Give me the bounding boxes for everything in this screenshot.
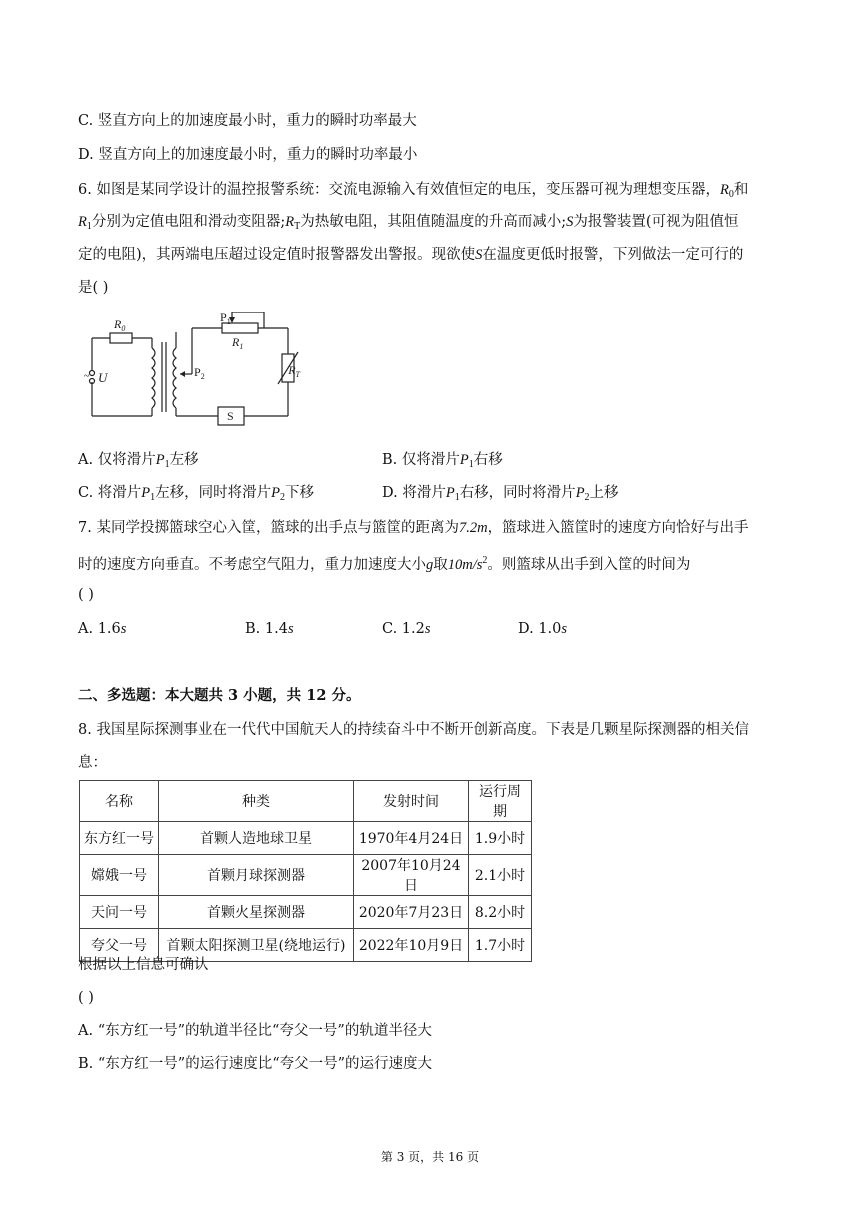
- q6-text: 6. 如图是某同学设计的温控报警系统：交流电源输入有效值恒定的电压，变压器可视为理想变压器，: [78, 182, 720, 198]
- math-r0: $R_0$: [719, 182, 734, 200]
- table-cell: 2.1小时: [469, 855, 532, 896]
- table-cell: 8.2小时: [469, 896, 532, 929]
- q7-option-d[interactable]: D. 1.0s: [518, 621, 568, 637]
- math-g-value: $10m/s^2$: [447, 555, 488, 573]
- table-cell: 首颗月球探测器: [159, 855, 354, 896]
- q6-option-a[interactable]: A. 仅将滑片$P_1$左移: [78, 452, 199, 470]
- label-r0: $R_0$: [114, 317, 126, 333]
- q7-line-2: 时的速度方向垂直。不考虑空气阻力，重力加速度大小g取$10m/s^2$。则篮球从出手到入筐的时间为: [78, 555, 691, 573]
- q7-option-b[interactable]: B. 1.4s: [245, 621, 294, 637]
- label-ac: ~: [84, 371, 90, 382]
- q7-line-3: ( ): [78, 587, 94, 603]
- section-heading: 二、多选题：本大题共 3 小题，共 12 分。: [78, 687, 361, 704]
- table-header: 运行周期: [469, 781, 532, 822]
- table-row: [80, 822, 532, 855]
- q8-after-table: 根据以上信息可确认: [78, 957, 209, 973]
- table-cell: 首颗太阳探测卫星(绕地运行): [159, 929, 354, 962]
- table-cell: 2020年7月23日: [354, 896, 469, 929]
- q7-option-a[interactable]: A. 1.6s: [78, 621, 127, 637]
- q7-line-1: 7. 某同学投掷篮球空心入筐，篮球的出手点与篮筐的距离为7.2m，篮球进入篮筐时的速度方向恰好与出手: [78, 520, 749, 536]
- table-cell: 首颗火星探测器: [159, 896, 354, 929]
- math-distance: 7.2m: [458, 520, 488, 536]
- table-cell: 天问一号: [80, 896, 159, 929]
- table-header-row: [80, 781, 532, 822]
- circuit-diagram: [82, 312, 302, 432]
- table-cell: 嫦娥一号: [80, 855, 159, 896]
- label-r1: $R_1$: [232, 335, 244, 351]
- q8-option-a[interactable]: A. “东方红一号”的轨道半径比“夸父一号”的轨道半径大: [78, 1023, 432, 1039]
- q6-option-d[interactable]: D. 将滑片$P_1$右移，同时将滑片$P_2$上移: [382, 485, 619, 503]
- math-s: S: [475, 247, 483, 263]
- option-c-q5: C. 竖直方向上的加速度最小时，重力的瞬时功率最大: [78, 113, 417, 129]
- probe-table: [79, 780, 532, 962]
- option-d-q5: D. 竖直方向上的加速度最小时，重力的瞬时功率最小: [78, 147, 418, 163]
- table-row: [80, 855, 532, 896]
- table-cell: 夸父一号: [80, 929, 159, 962]
- label-p1: $P_1$: [220, 312, 231, 326]
- q7-option-c[interactable]: C. 1.2s: [382, 621, 431, 637]
- table-cell: 1.9小时: [469, 822, 532, 855]
- q8-line-1: 8. 我国星际探测事业在一代代中国航天人的持续奋斗中不断开创新高度。下表是几颗星际探测器的相关信: [78, 722, 749, 738]
- page-footer: 第 3 页，共 16 页: [380, 1150, 480, 1164]
- table-cell: 首颗人造地球卫星: [159, 822, 354, 855]
- label-u: U: [98, 370, 108, 385]
- table-header: 种类: [159, 781, 354, 822]
- q8-paren: ( ): [78, 990, 94, 1006]
- math-g: g: [426, 557, 434, 573]
- table-cell: 2007年10月24日: [354, 855, 469, 896]
- q6-text-and: 和: [733, 182, 749, 198]
- label-s: S: [227, 409, 234, 423]
- table-cell: 2022年10月9日: [354, 929, 469, 962]
- q6-option-b[interactable]: B. 仅将滑片$P_1$右移: [382, 452, 503, 470]
- q6-option-c[interactable]: C. 将滑片$P_1$左移，同时将滑片$P_2$下移: [78, 485, 315, 503]
- table-cell: 东方红一号: [80, 822, 159, 855]
- label-p2: $P_2$: [194, 365, 205, 381]
- table-cell: 1970年4月24日: [354, 822, 469, 855]
- q6-line-3: 定的电阻)，其两端电压超过设定值时报警器发出警报。现欲使S在温度更低时报警，下列做法一定可行的: [78, 247, 744, 263]
- q6-line-4: 是( ): [78, 280, 109, 296]
- q6-line-2: $R_1$分别为定值电阻和滑动变阻器$;R_T$为热敏电阻，其阻值随温度的升高而减小;S为报警装置(可视为阻值恒: [78, 214, 739, 232]
- table-row: [80, 896, 532, 929]
- resistor-r0: [110, 333, 132, 343]
- math-rt: $R_T$: [285, 214, 301, 232]
- label-rt: $R_T$: [288, 363, 300, 379]
- math-r1: $R_1$: [78, 214, 92, 232]
- q8-line-2: 息：: [78, 755, 107, 771]
- table-cell: 1.7小时: [469, 929, 532, 962]
- q6-line-1: [78, 180, 748, 205]
- math-s: S: [566, 214, 574, 230]
- table-header: 名称: [80, 781, 159, 822]
- q8-option-b[interactable]: B. “东方红一号”的运行速度比“夸父一号”的运行速度大: [78, 1056, 433, 1072]
- table-header: 发射时间: [354, 781, 469, 822]
